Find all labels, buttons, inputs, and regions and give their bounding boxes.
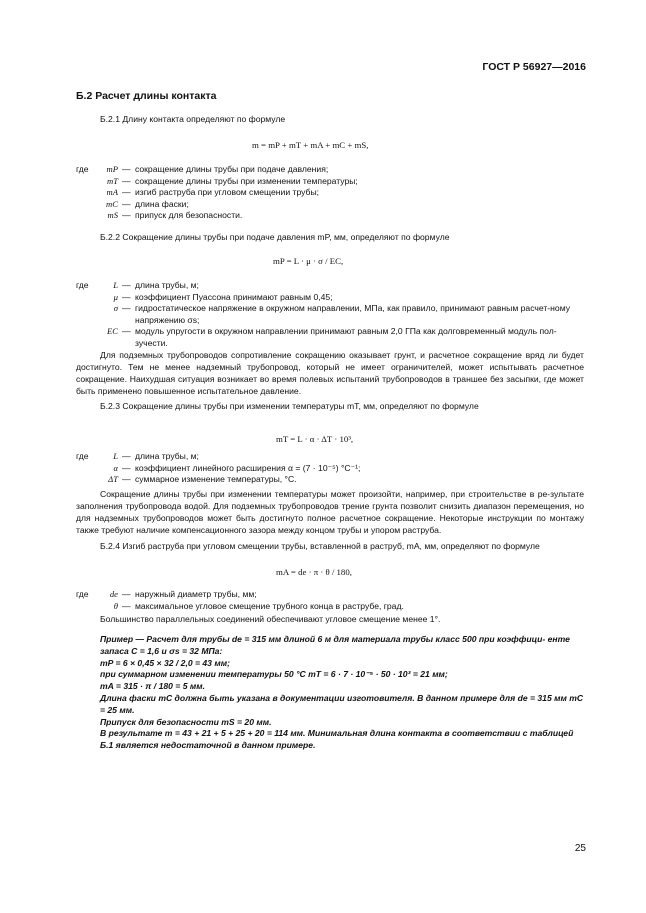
- definition-symbol: mC: [106, 198, 118, 209]
- example-line: mA = 315 · π / 180 = 5 мм.: [100, 681, 205, 692]
- definition-dash: —: [122, 600, 131, 611]
- definition-lead-word: где: [76, 589, 89, 599]
- deflist-b24: [76, 589, 586, 612]
- formula-m: m = mP + mT + mA + mC + mS,: [252, 140, 369, 150]
- definition-symbol: mS: [107, 210, 118, 220]
- definition-text: гидростатическое напряжение в окружном направлении, МПа, как правило, принимают равным расчет-ному напряжению σs;: [135, 303, 570, 325]
- definition-row: [76, 292, 586, 304]
- definition-dash: —: [122, 291, 131, 302]
- definition-lead-word: [76, 303, 99, 326]
- definition-row: [76, 463, 586, 475]
- definition-lead-word: где: [76, 280, 89, 290]
- definition-row: [76, 210, 586, 222]
- paragraph-b24: Большинство параллельных соединений обеспечивают угловое смещение менее 1°.: [100, 614, 441, 624]
- definition-lead-word: где: [76, 451, 89, 461]
- definition-dash: —: [122, 280, 131, 290]
- example-block: [76, 634, 586, 752]
- definition-symbol: μ: [113, 291, 118, 302]
- deflist-b21: [76, 164, 586, 222]
- definition-dash: —: [122, 210, 131, 220]
- definition-dash: —: [122, 198, 131, 209]
- definition-text: максимальное угловое смещение трубного конца в раструбе, град.: [135, 600, 404, 611]
- definition-symbol: ΔT: [108, 474, 118, 484]
- definition-row: [76, 303, 586, 326]
- definition-symbol: θ: [113, 600, 118, 611]
- definition-text: сокращение длины трубы при подаче давления;: [135, 164, 329, 174]
- definition-symbol: α: [113, 462, 118, 473]
- definition-symbol: σ: [113, 303, 118, 313]
- definition-dash: —: [122, 175, 131, 186]
- example-line: Припуск для безопасности mS = 20 мм.: [100, 716, 272, 727]
- example-line: В результате m = 43 + 21 + 5 + 25 + 20 = 114 мм. Минимальная длина контакта в соответствии с таблицей Б.1 является недостаточной в данном примере.: [100, 728, 574, 751]
- definition-text: припуск для безопасности.: [135, 210, 243, 220]
- paragraph-b22: Для подземных трубопроводов сопротивление сокращению оказывает грунт, и расчетное сокращение вряд ли будет достигнуто. Тем не менее надземный трубопровод, который не имеет ограничителей, может испытывать расчетное сокращение. Наихудшая ситуация возникает во время полевых испытаний трубопроводов в траншее без засыпки, где может быть применено повышенное испытательное давление.: [76, 350, 584, 396]
- definition-dash: —: [122, 303, 131, 313]
- definition-dash: —: [122, 164, 131, 174]
- standard-header: ГОСТ Р 56927—2016: [482, 61, 586, 73]
- definition-row: [76, 176, 586, 188]
- definition-dash: —: [122, 589, 131, 599]
- definition-text: наружный диаметр трубы, мм;: [135, 589, 257, 599]
- example-line: Длина фаски mC должна быть указана в документации изготовителя. В данном примере для de = 315 мм mC = 25 мм.: [100, 692, 584, 715]
- paragraph-b23: Сокращение длины трубы при изменении температуры может произойти, например, при строительстве в ре-зультате заполнения трубопровода водой. Для подземных трубопроводов трение грунта позволит снизить диапазон перемещения, но для надземных трубопроводов может быть достигнуто полное расчетное сокращение. Некоторые инструкции по монтажу также требуют наличие компенсационного зазора между концом трубы и упором раструба.: [76, 489, 584, 535]
- definition-lead-word: где: [76, 164, 89, 174]
- definition-row: [76, 326, 586, 349]
- definition-lead-word: [76, 199, 99, 211]
- definition-row: [76, 199, 586, 211]
- clause-b22: Б.2.2 Сокращение длины трубы при подаче давления mP, мм, определяют по формуле: [100, 232, 450, 242]
- definition-symbol: mA: [106, 187, 118, 197]
- formula-mp: mP = L · μ · σ / EC,: [273, 256, 344, 266]
- formula-ma: mA = de · π · θ / 180,: [276, 567, 352, 577]
- page-number: 25: [574, 843, 586, 854]
- definition-text: изгиб раструба при угловом смещении трубы;: [135, 187, 320, 197]
- definition-row: [76, 474, 586, 486]
- definition-dash: —: [122, 326, 131, 336]
- definition-text: длина трубы, м;: [135, 280, 199, 290]
- definition-text: коэффициент Пуассона принимают равным 0,45;: [135, 291, 333, 302]
- definition-text: длина трубы, м;: [135, 451, 199, 461]
- definition-lead-word: [76, 176, 99, 188]
- deflist-b23: [76, 451, 586, 486]
- definition-lead-word: [76, 187, 99, 199]
- definition-lead-word: [76, 210, 99, 222]
- definition-lead-word: [76, 292, 99, 304]
- definition-row: [76, 164, 586, 176]
- definition-lead-word: [76, 474, 99, 486]
- formula-mt: mT = L · α · ΔT · 10³,: [276, 434, 354, 444]
- definition-text: коэффициент линейного расширения α = (7 · 10⁻⁵) °С⁻¹;: [135, 462, 361, 473]
- definition-text: длина фаски;: [135, 198, 189, 209]
- definition-dash: —: [122, 451, 131, 461]
- definition-dash: —: [122, 187, 131, 197]
- example-line: при суммарном изменении температуры 50 °С mT = 6 · 7 · 10⁻⁵ · 50 · 10³ = 21 мм;: [100, 669, 448, 680]
- example-line: Пример — Расчет для трубы de = 315 мм длиной 6 м для материала трубы класс 500 при коэффици- енте запаса C = 1,6 и σs = 32 МПа:: [100, 634, 570, 656]
- definition-lead-word: [76, 463, 99, 475]
- definition-row: [76, 451, 586, 463]
- definition-row: [76, 187, 586, 199]
- definition-symbol: de: [109, 589, 118, 599]
- deflist-b22: [76, 280, 586, 349]
- example-line: mP = 6 × 0,45 × 32 / 2,0 = 43 мм;: [100, 657, 230, 668]
- definition-symbol: L: [113, 280, 118, 290]
- definition-symbol: mT: [107, 175, 118, 186]
- definition-dash: —: [122, 462, 131, 473]
- definition-symbol: mP: [106, 164, 118, 174]
- definition-lead-word: [76, 601, 99, 613]
- clause-b24: Б.2.4 Изгиб раструба при угловом смещении трубы, вставленной в раструб, mA, мм, определяют по формуле: [100, 541, 540, 551]
- definition-dash: —: [122, 474, 131, 484]
- definition-text: сокращение длины трубы при изменении температуры;: [135, 175, 358, 186]
- definition-text: модуль упругости в окружном направлении принимают равным 2,0 ГПа как долговременный модуль пол-зучести.: [135, 326, 557, 348]
- clause-b23: Б.2.3 Сокращение длины трубы при изменении температуры mT, мм, определяют по формуле: [100, 401, 479, 411]
- definition-row: [76, 589, 586, 601]
- definition-symbol: L: [113, 451, 118, 461]
- definition-lead-word: [76, 326, 99, 349]
- definition-row: [76, 601, 586, 613]
- definition-text: суммарное изменение температуры, °С.: [135, 474, 297, 484]
- definition-row: [76, 280, 586, 292]
- definition-symbol: EC: [107, 326, 118, 336]
- clause-b21: Б.2.1 Длину контакта определяют по формуле: [100, 114, 286, 124]
- section-title: Б.2 Расчет длины контакта: [76, 90, 217, 102]
